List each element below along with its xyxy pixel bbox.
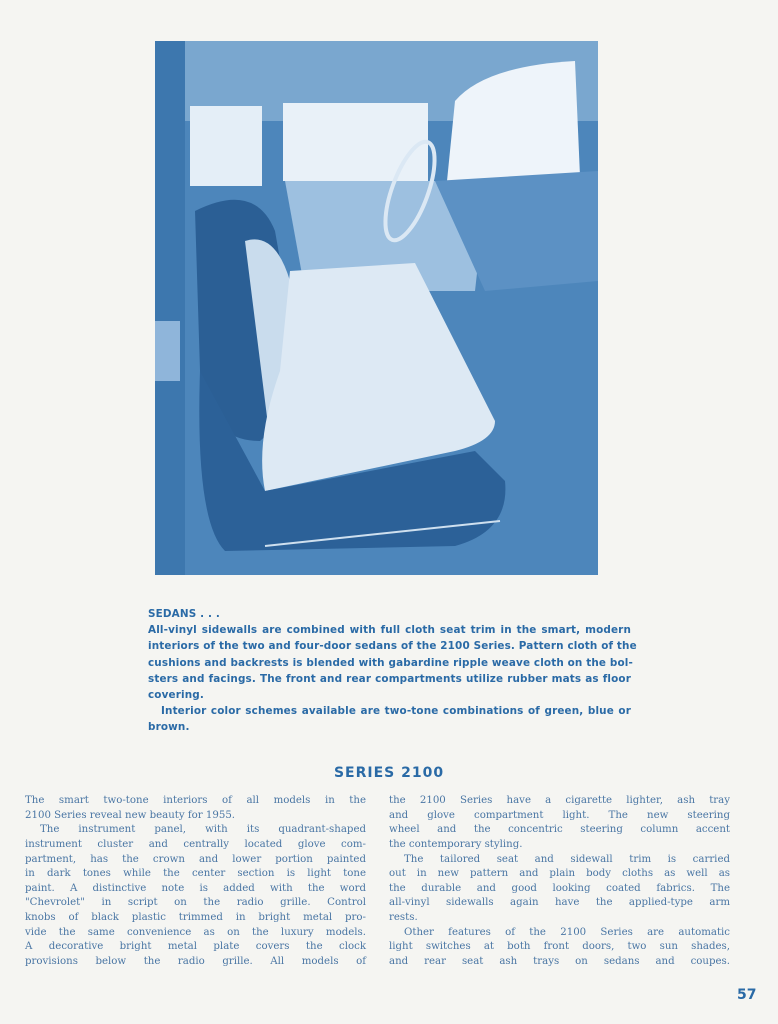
body-line: rests. bbox=[389, 912, 418, 924]
body-line: instrument cluster and centrally located glove com- bbox=[25, 838, 366, 850]
caption-line: brown. bbox=[148, 721, 190, 734]
body-line: the contemporary styling. bbox=[389, 838, 523, 850]
body-line: in dark tones while the center section is light tone bbox=[25, 868, 366, 880]
section-heading: SERIES 2100 bbox=[333, 765, 445, 781]
caption-line: cushions and backrests is blended with gabardine ripple weave cloth on the bol- bbox=[148, 656, 633, 669]
body-line: the 2100 Series have a cigarette lighter, ash tray bbox=[389, 795, 730, 806]
side-window bbox=[283, 103, 428, 181]
page-number: 57 bbox=[737, 987, 757, 1003]
body-line: light switches at both front doors, two sun shades, bbox=[389, 941, 730, 953]
body-line: partment, has the crown and lower portion painted bbox=[25, 853, 366, 865]
body-line: The smart two-tone interiors of all models in the bbox=[25, 795, 366, 806]
caption-line: interiors of the two and four-door sedans of the 2100 Series. Pattern cloth of the bbox=[148, 640, 637, 653]
caption-line: covering. bbox=[148, 688, 204, 701]
caption-line: sters and facings. The front and rear compartments utilize rubber mats as floor bbox=[148, 672, 631, 685]
body-line: the durable and good looking coated fabrics. The bbox=[389, 882, 730, 894]
body-line: The tailored seat and sidewall trim is carried bbox=[404, 853, 730, 865]
body-line: all-vinyl sidewalls again have the applied-type arm bbox=[389, 897, 730, 909]
body-line: and rear seat ash trays on sedans and coupes. bbox=[389, 956, 730, 968]
caption-line: All-vinyl sidewalls are combined with full cloth seat trim in the smart, modern bbox=[148, 624, 631, 637]
sedans-caption bbox=[148, 606, 637, 736]
body-line: knobs of black plastic trimmed in bright metal pro- bbox=[25, 912, 366, 924]
rear-window bbox=[190, 106, 262, 186]
body-line: and glove compartment light. The new steering bbox=[389, 809, 730, 821]
body-column-right bbox=[389, 794, 730, 970]
body-line: paint. A distinctive note is added with the word bbox=[25, 882, 366, 894]
caption-line: Interior color schemes available are two-tone combinations of green, blue or bbox=[161, 705, 631, 718]
body-line: A decorative bright metal plate covers the clock bbox=[25, 941, 366, 953]
body-line: wheel and the concentric steering column accent bbox=[389, 824, 730, 836]
body-line: Other features of the 2100 Series are automatic bbox=[404, 926, 730, 938]
body-line: provisions below the radio grille. All models of bbox=[25, 956, 366, 968]
body-column-left bbox=[25, 794, 366, 970]
sedan-interior-photo bbox=[155, 41, 598, 575]
body-line: vide the same convenience as on the luxury models. bbox=[25, 926, 366, 938]
body-line: The instrument panel, with its quadrant-shaped bbox=[40, 824, 366, 836]
body-line: "Chevrolet" in script on the radio grille. Control bbox=[25, 897, 366, 909]
body-line: out in new pattern and plain body cloths as well as bbox=[389, 868, 730, 880]
body-line: 2100 Series reveal new beauty for 1955. bbox=[25, 809, 236, 821]
caption-title: SEDANS . . . bbox=[148, 608, 220, 620]
